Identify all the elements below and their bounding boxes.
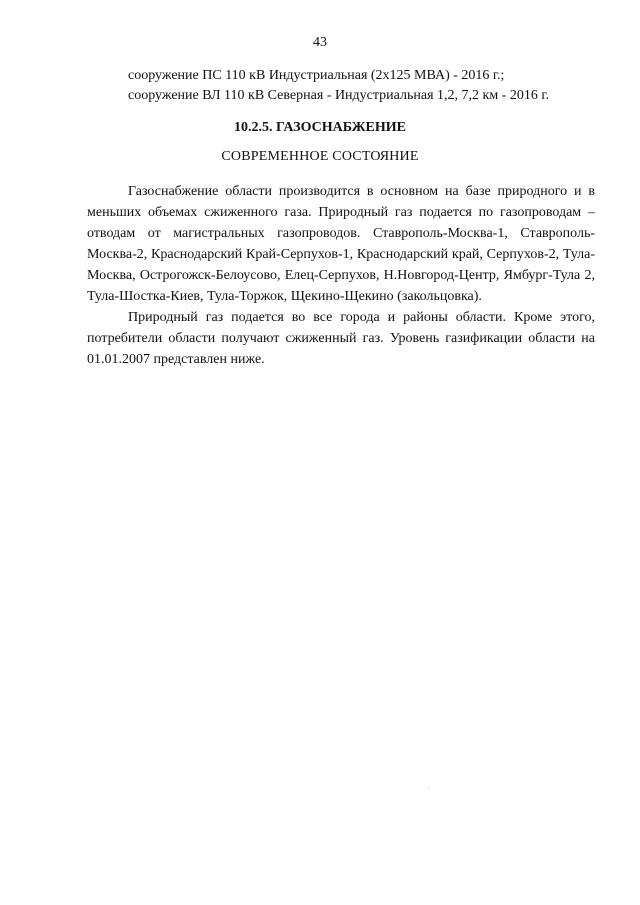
list-item: сооружение ПС 110 кВ Индустриальная (2х125 МВА) - 2016 г.;	[128, 68, 505, 83]
list-item: сооружение ВЛ 110 кВ Северная - Индустриальная 1,2, 7,2 км - 2016 г.	[128, 88, 549, 103]
scan-speck	[428, 788, 429, 789]
page-number: 43	[313, 35, 327, 50]
paragraph: Газоснабжение области производится в основном на базе природного и в меньших объемах сжиженного газа. Природный газ подается по газопроводам – отводам от магистральных газопроводов. Ставрополь-Москва-1, Ставрополь-Москва-2, Краснодарский Край-Серпухов-1, Краснодарский край, Серпухов-2, Тула-Москва, Острогожск-Белоусово, Елец-Серпухов, Н.Новгород-Центр, Ямбург-Тула 2, Тула-Шостка-Киев, Тула-Торжок, Щекино-Щекино (закольцовка).	[87, 184, 595, 304]
section-subtitle: СОВРЕМЕННОЕ СОСТОЯНИЕ	[221, 149, 419, 164]
construction-list	[128, 66, 588, 106]
section-title: 10.2.5. ГАЗОСНАБЖЕНИЕ	[234, 120, 406, 135]
body-text	[87, 181, 595, 370]
paragraph: Природный газ подается во все города и районы области. Кроме этого, потребители области получают сжиженный газ. Уровень газификации области на 01.01.2007 представлен ниже.	[87, 310, 595, 367]
